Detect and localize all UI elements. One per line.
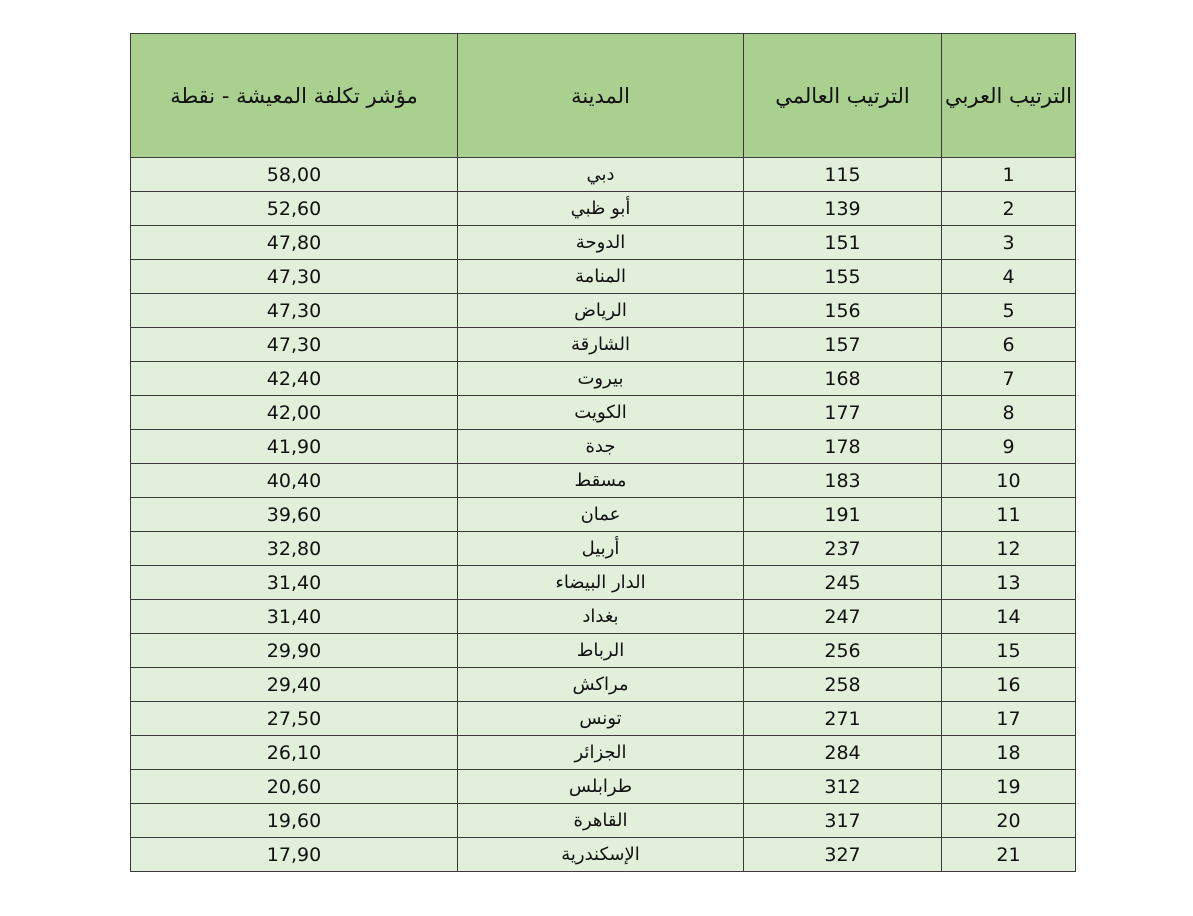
cell-city: القاهرة [458, 804, 744, 838]
cell-arab-rank: 8 [942, 396, 1076, 430]
cell-cost-index: 31,40 [131, 600, 458, 634]
cell-city: الرباط [458, 634, 744, 668]
table-row [131, 430, 1076, 464]
table-row [131, 192, 1076, 226]
header-city: المدينة [458, 34, 744, 158]
cell-arab-rank: 21 [942, 838, 1076, 872]
cell-arab-rank: 17 [942, 702, 1076, 736]
cell-city: عمان [458, 498, 744, 532]
table-row [131, 838, 1076, 872]
cell-world-rank: 183 [744, 464, 942, 498]
cell-cost-index: 40,40 [131, 464, 458, 498]
cell-city: الإسكندرية [458, 838, 744, 872]
cell-world-rank: 237 [744, 532, 942, 566]
cell-world-rank: 157 [744, 328, 942, 362]
cell-world-rank: 156 [744, 294, 942, 328]
cell-world-rank: 178 [744, 430, 942, 464]
cell-city: مسقط [458, 464, 744, 498]
cell-city: تونس [458, 702, 744, 736]
cell-city: أربيل [458, 532, 744, 566]
cell-arab-rank: 9 [942, 430, 1076, 464]
cell-arab-rank: 16 [942, 668, 1076, 702]
cell-arab-rank: 5 [942, 294, 1076, 328]
cell-world-rank: 168 [744, 362, 942, 396]
table-row [131, 260, 1076, 294]
cell-cost-index: 39,60 [131, 498, 458, 532]
cell-arab-rank: 2 [942, 192, 1076, 226]
table-row [131, 668, 1076, 702]
cell-world-rank: 247 [744, 600, 942, 634]
table-row [131, 634, 1076, 668]
cell-cost-index: 42,40 [131, 362, 458, 396]
cost-of-living-table [130, 33, 1076, 872]
table-row [131, 226, 1076, 260]
cell-city: بيروت [458, 362, 744, 396]
table-row [131, 770, 1076, 804]
header-arab-rank: الترتيب العربي [942, 34, 1076, 158]
cell-city: الكويت [458, 396, 744, 430]
cell-city: دبي [458, 158, 744, 192]
cell-world-rank: 284 [744, 736, 942, 770]
cell-world-rank: 177 [744, 396, 942, 430]
cell-city: أبو ظبي [458, 192, 744, 226]
cell-city: جدة [458, 430, 744, 464]
table-row [131, 600, 1076, 634]
cell-world-rank: 271 [744, 702, 942, 736]
table-row [131, 294, 1076, 328]
cell-cost-index: 29,40 [131, 668, 458, 702]
table-row [131, 396, 1076, 430]
table-row [131, 702, 1076, 736]
cell-arab-rank: 20 [942, 804, 1076, 838]
cost-of-living-table-container [130, 33, 1075, 872]
cell-cost-index: 20,60 [131, 770, 458, 804]
cell-world-rank: 155 [744, 260, 942, 294]
table-body [131, 158, 1076, 872]
cell-arab-rank: 13 [942, 566, 1076, 600]
cell-city: الدوحة [458, 226, 744, 260]
cell-cost-index: 29,90 [131, 634, 458, 668]
cell-world-rank: 317 [744, 804, 942, 838]
cell-world-rank: 115 [744, 158, 942, 192]
cell-arab-rank: 1 [942, 158, 1076, 192]
cell-cost-index: 47,30 [131, 328, 458, 362]
table-row [131, 532, 1076, 566]
cell-cost-index: 31,40 [131, 566, 458, 600]
table-header-row [131, 34, 1076, 158]
cell-arab-rank: 14 [942, 600, 1076, 634]
cell-cost-index: 41,90 [131, 430, 458, 464]
table-row [131, 464, 1076, 498]
cell-city: الدار البيضاء [458, 566, 744, 600]
cell-arab-rank: 18 [942, 736, 1076, 770]
header-world-rank: الترتيب العالمي [744, 34, 942, 158]
cell-cost-index: 17,90 [131, 838, 458, 872]
cell-cost-index: 47,30 [131, 260, 458, 294]
table-row [131, 158, 1076, 192]
cell-arab-rank: 7 [942, 362, 1076, 396]
cell-city: الرياض [458, 294, 744, 328]
cell-cost-index: 32,80 [131, 532, 458, 566]
cell-city: الجزائر [458, 736, 744, 770]
cell-city: طرابلس [458, 770, 744, 804]
table-row [131, 362, 1076, 396]
cell-arab-rank: 15 [942, 634, 1076, 668]
cell-arab-rank: 3 [942, 226, 1076, 260]
cell-cost-index: 26,10 [131, 736, 458, 770]
table-row [131, 498, 1076, 532]
cell-world-rank: 151 [744, 226, 942, 260]
cell-world-rank: 256 [744, 634, 942, 668]
cell-world-rank: 191 [744, 498, 942, 532]
table-row [131, 804, 1076, 838]
cell-arab-rank: 12 [942, 532, 1076, 566]
table-row [131, 328, 1076, 362]
cell-world-rank: 312 [744, 770, 942, 804]
cell-city: بغداد [458, 600, 744, 634]
cell-world-rank: 258 [744, 668, 942, 702]
table-row [131, 736, 1076, 770]
cell-arab-rank: 6 [942, 328, 1076, 362]
cell-cost-index: 47,30 [131, 294, 458, 328]
cell-world-rank: 245 [744, 566, 942, 600]
table-row [131, 566, 1076, 600]
cell-world-rank: 139 [744, 192, 942, 226]
cell-cost-index: 27,50 [131, 702, 458, 736]
cell-arab-rank: 11 [942, 498, 1076, 532]
cell-city: المنامة [458, 260, 744, 294]
cell-arab-rank: 10 [942, 464, 1076, 498]
cell-cost-index: 58,00 [131, 158, 458, 192]
cell-cost-index: 47,80 [131, 226, 458, 260]
cell-city: مراكش [458, 668, 744, 702]
cell-cost-index: 42,00 [131, 396, 458, 430]
cell-city: الشارقة [458, 328, 744, 362]
cell-arab-rank: 19 [942, 770, 1076, 804]
header-cost-of-living-index: مؤشر تكلفة المعيشة - نقطة [131, 34, 458, 158]
cell-arab-rank: 4 [942, 260, 1076, 294]
cell-world-rank: 327 [744, 838, 942, 872]
cell-cost-index: 19,60 [131, 804, 458, 838]
cell-cost-index: 52,60 [131, 192, 458, 226]
